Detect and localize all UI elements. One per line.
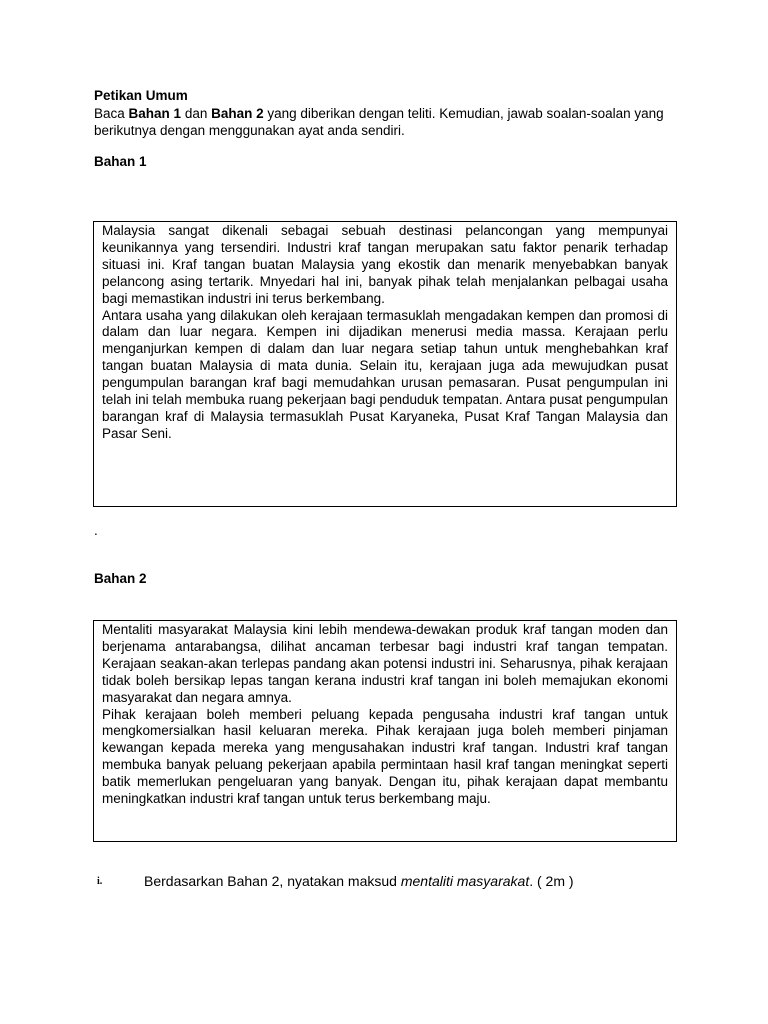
question-text: [144, 873, 574, 889]
intro-bahan2-ref: Bahan 2: [211, 106, 264, 121]
intro-prefix: Baca: [94, 106, 129, 121]
bahan1-paragraph-2: Antara usaha yang dilakukan oleh kerajaan termasuklah mengadakan kempen dan promosi di dalam dan luar negara. Kempen ini dijadikan menerusi media massa. Kerajaan perlu menganjurkan kempen di dalam dan luar negara setiap tahun untuk menghebahkan kraf tangan buatan Malaysia di mata dunia. Selain itu, kerajaan juga ada mewujudkan pusat pengumpulan barangan kraf bagi memudahkan urusan pemasaran. Pusat pengumpulan ini telah ini telah membuka ruang pekerjaan bagi penduduk tempatan. Antara pusat pengumpulan barangan kraf di Malaysia termasuklah Pusat Karyaneka, Pusat Kraf Tangan Malaysia dan Pasar Seni.: [102, 307, 668, 441]
question-text-suffix: . ( 2m ): [529, 873, 574, 889]
intro-instructions: [94, 105, 674, 139]
intro-mid: dan: [181, 106, 212, 121]
bahan2-heading: Bahan 2: [94, 571, 147, 586]
question-number: i.: [97, 876, 103, 887]
bahan2-paragraph-2: Pihak kerajaan boleh memberi peluang kepada pengusaha industri kraf tangan untuk mengkomersialkan hasil keluaran mereka. Pihak kerajaan juga boleh memberi pinjaman kewangan kepada mereka yang mengusahakan industri kraf tangan. Industri kraf tangan membuka banyak peluang pekerjaan apabila permintaan hasil kraf tangan meningkat seperti batik memerlukan pengeluaran yang banyak. Dengan itu, pihak kerajaan dapat membantu meningkatkan industri kraf tangan untuk terus berkembang maju.: [102, 706, 668, 807]
separator-dot: .: [94, 523, 98, 538]
intro-bahan1-ref: Bahan 1: [128, 106, 182, 121]
question-text-prefix: Berdasarkan Bahan 2, nyatakan maksud: [144, 873, 401, 889]
question-text-italic: mentaliti masyarakat: [400, 873, 530, 889]
general-heading: Petikan Umum: [94, 88, 188, 103]
bahan1-paragraph-1: Malaysia sangat dikenali sebagai sebuah destinasi pelancongan yang mempunyai keunikannya yang tersendiri. Industri kraf tangan merupakan satu faktor penarik terhadap situasi ini. Kraf tangan buatan Malaysia yang ekostik dan menarik menyebabkan banyak pelancong asing tertarik. Mnyedari hal ini, banyak pihak telah menjalankan pelbagai usaha bagi memastikan industri ini terus berkembang.: [102, 223, 668, 306]
bahan2-paragraph-1: Mentaliti masyarakat Malaysia kini lebih mendewa-dewakan produk kraf tangan moden dan berjenama antarabangsa, dilihat ancaman terbesar bagi industri kraf tangan tempatan. Kerajaan seakan-akan terlepas pandang akan potensi industri ini. Seharusnya, pihak kerajaan tidak boleh bersikap lepas tangan kerana industri kraf tangan ini boleh memajukan ekonomi masyarakat dan negara amnya.: [102, 622, 668, 705]
intro-suffix: yang diberikan dengan teliti. Kemudian, jawab soalan-soalan yang berikutnya dengan menggunakan ayat anda sendiri.: [94, 106, 664, 138]
bahan1-heading: Bahan 1: [94, 154, 147, 169]
bahan1-passage-box: [93, 221, 677, 507]
bahan2-passage-box: [93, 620, 677, 842]
